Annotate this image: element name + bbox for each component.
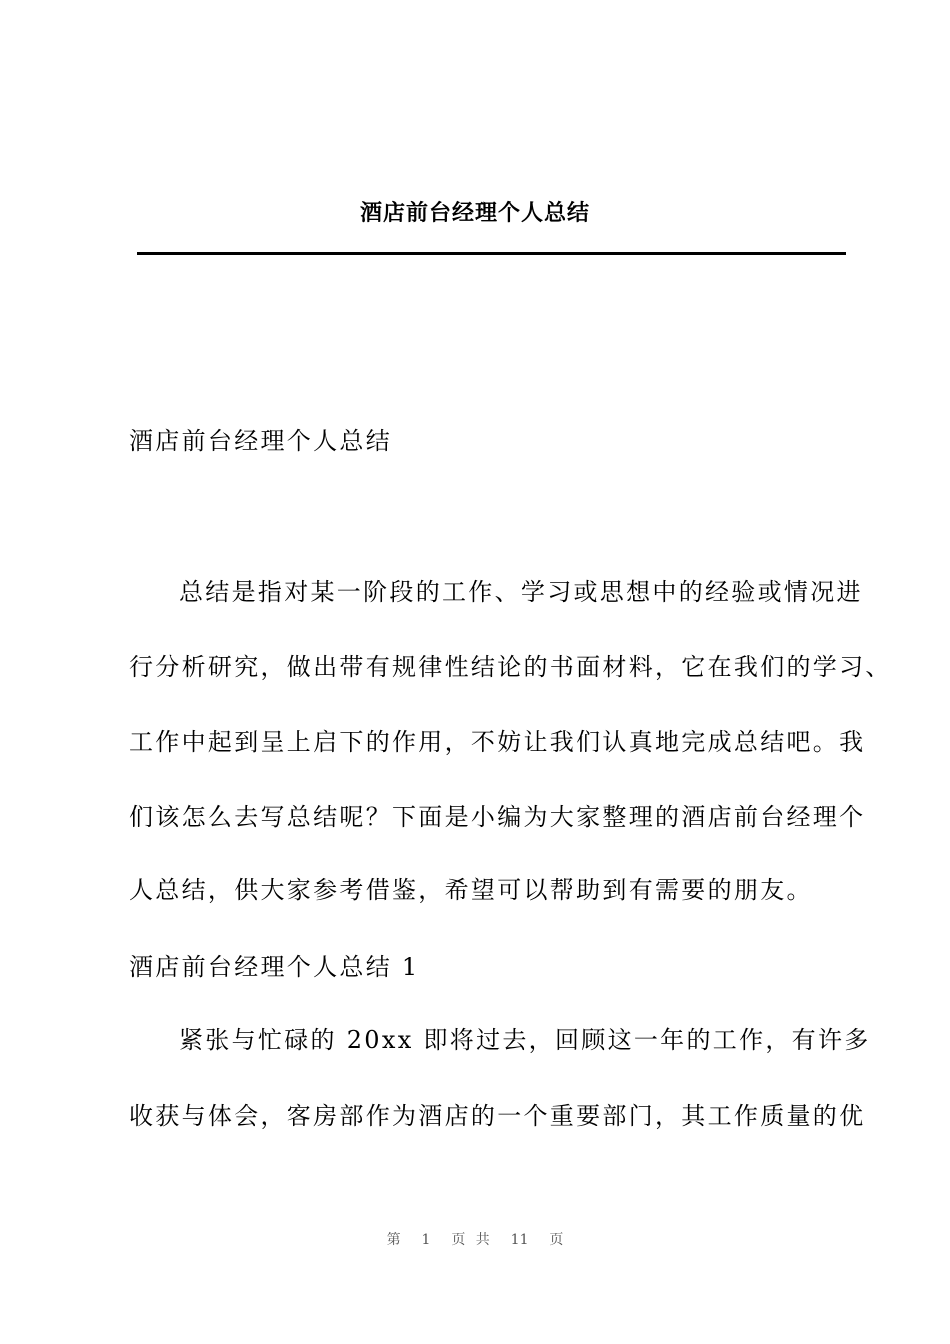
- paragraph-line: 总结是指对某一阶段的工作、学习或思想中的经验或情况进: [179, 578, 863, 606]
- paragraph-line: 人总结，供大家参考借鉴，希望可以帮助到有需要的朋友。: [129, 876, 813, 904]
- paragraph-line: 行分析研究，做出带有规律性结论的书面材料，它在我们的学习、: [129, 653, 892, 681]
- paragraph-line: 工作中起到呈上启下的作用，不妨让我们认真地完成总结吧。我: [129, 728, 866, 756]
- paragraph-line: 们该怎么去写总结呢？下面是小编为大家整理的酒店前台经理个: [129, 803, 866, 831]
- page-number-footer: 第 1 页 共 11 页: [386, 1232, 564, 1248]
- paragraph-line: 紧张与忙碌的 20xx 即将过去，回顾这一年的工作，有许多: [179, 1026, 871, 1054]
- subsection-title: 酒店前台经理个人总结 1: [129, 953, 420, 981]
- section-title: 酒店前台经理个人总结: [129, 427, 392, 455]
- paragraph-line: 收获与体会，客房部作为酒店的一个重要部门，其工作质量的优: [129, 1102, 866, 1130]
- header-divider: [137, 252, 846, 255]
- document-header-title: 酒店前台经理个人总结: [359, 200, 590, 226]
